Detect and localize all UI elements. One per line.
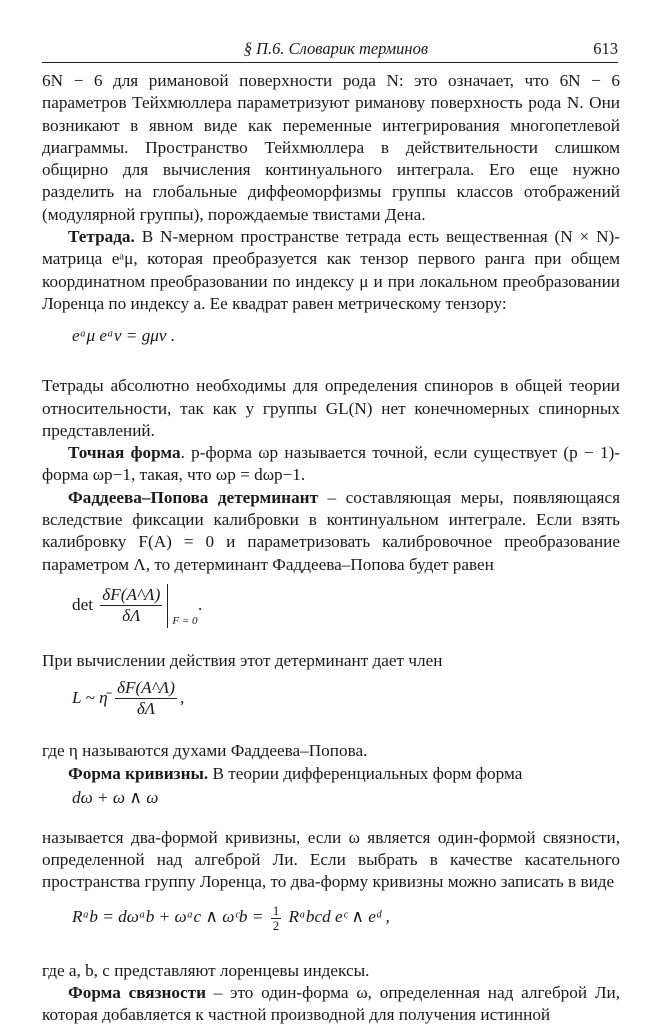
- formula-determinant: [42, 576, 620, 650]
- action-numerator: δF(A^Λ): [116, 678, 176, 698]
- half-fraction: [271, 904, 282, 933]
- fraction-numerator: δF(A^Λ): [102, 585, 161, 605]
- page-number: 613: [593, 39, 618, 58]
- term-exact-form: Точная форма: [68, 443, 181, 463]
- paragraph-curvature-lorentz: называется два-формой кривизны, если ω является один-формой связности, определенной над алгеброй Ли. Если выбрать в качестве касательного пространства группу Лоренца, то два-форму кривизны можно записать в виде: [42, 827, 620, 892]
- riemann-rhs: Rᵃbcd eᶜ ∧ eᵈ ,: [288, 907, 390, 927]
- term-curvature-form: Форма кривизны.: [68, 763, 209, 783]
- half-denominator: 2: [272, 917, 280, 933]
- exact-form-definition: . p-форма ωp называется точной, если существует (p − 1)-форма ωp−1, такая, что ωp = dωp−1.: [42, 443, 621, 485]
- term-connection-form: Форма связности: [68, 983, 206, 1003]
- main-text: [42, 70, 620, 1027]
- paragraph-action-term: При вычислении действия этот детерминант дает член: [42, 650, 443, 670]
- term-faddeev-popov: Фаддеева–Попова детерминант: [68, 487, 319, 507]
- running-title: § П.6. Словарик терминов: [243, 39, 428, 58]
- half-numerator: 1: [272, 902, 280, 918]
- variation-fraction: [100, 585, 162, 626]
- riemann-lhs: Rᵃb = dωᵃb + ωᵃc ∧ ωᶜb =: [72, 907, 264, 927]
- paragraph-exact-form: [42, 442, 620, 487]
- formula-period: .: [198, 594, 203, 614]
- curvature-definition: В теории дифференциальных форм форма: [208, 763, 523, 783]
- action-lhs: L ~ η̄: [72, 687, 108, 707]
- paragraph-ghosts: где η называются духами Фаддеева–Попова.: [42, 741, 368, 761]
- paragraph-curvature: [42, 763, 620, 785]
- formula-comma: ,: [180, 687, 185, 707]
- connection-form-definition: – это один-форма ω, определенная над алгеброй Ли, которая добавляется к частной производной для получения истинной: [42, 983, 620, 1025]
- paragraph-teichmuller: 6N − 6 для римановой поверхности рода N: это означает, что 6N − 6 параметров Тейхмюллера параметризуют риманову поверхность рода N. Они возникают в явном виде как переменные интегрирования многопетлевой диаграммы. Пространство Тейхмюллера в действительности слишком общирно для вычисления континуального интеграла. Его еще нужно разделить на глобальные диффеоморфизмы группы классов отображений (модулярной группы), порождаемые твистами Дена.: [42, 71, 620, 224]
- formula-tetrad: [42, 315, 620, 375]
- paragraph-lorentz-indices: где a, b, c представляют лоренцевы индексы.: [42, 960, 370, 980]
- action-denominator: δΛ: [136, 699, 156, 719]
- running-header: [42, 38, 618, 63]
- paragraph-connection-form: [42, 982, 620, 1027]
- tetrad-definition: В N-мерном пространстве тетрада есть вещественная (N × N)-матрица eᵃμ, которая преобразуется как тензор первого ранга при общем координатном преобразовании по индексу μ и при локальном преобразовании Лоренца по индексу a. Ее квадрат равен метрическому тензору:: [42, 227, 620, 313]
- paragraph-faddeev-popov: [42, 487, 620, 576]
- evaluation-subscript: F = 0: [172, 614, 198, 627]
- faddeev-popov-definition: – составляющая меры, появляющаяся вследствие фиксации калибровки в континуальном интеграле. Если взять калибровку F(A) = 0 и параметризовать калибровочное преобразование параметром Λ, то детерминант Фаддеева–Попова будет равен: [42, 487, 620, 574]
- term-tetrad: Тетрада.: [68, 227, 135, 247]
- formula-curvature-text: dω + ω ∧ ω: [72, 787, 159, 807]
- formula-curvature: [42, 785, 620, 827]
- paragraph-tetrad: [42, 226, 620, 315]
- fraction-denominator: δΛ: [122, 606, 141, 626]
- formula-ghost-action: [42, 672, 620, 740]
- formula-tetrad-text: eᵃμ eᵃν = gμν .: [72, 326, 176, 346]
- paragraph-tetrad-spinors: Тетрады абсолютно необходимы для определения спиноров в общей теории относительности, так как у группы GL(N) нет конечномерных спинорных представлений.: [42, 376, 620, 440]
- det-symbol: det: [72, 594, 93, 614]
- evaluation-bar: [167, 584, 198, 628]
- formula-riemann: [42, 894, 620, 960]
- action-fraction: [115, 678, 177, 719]
